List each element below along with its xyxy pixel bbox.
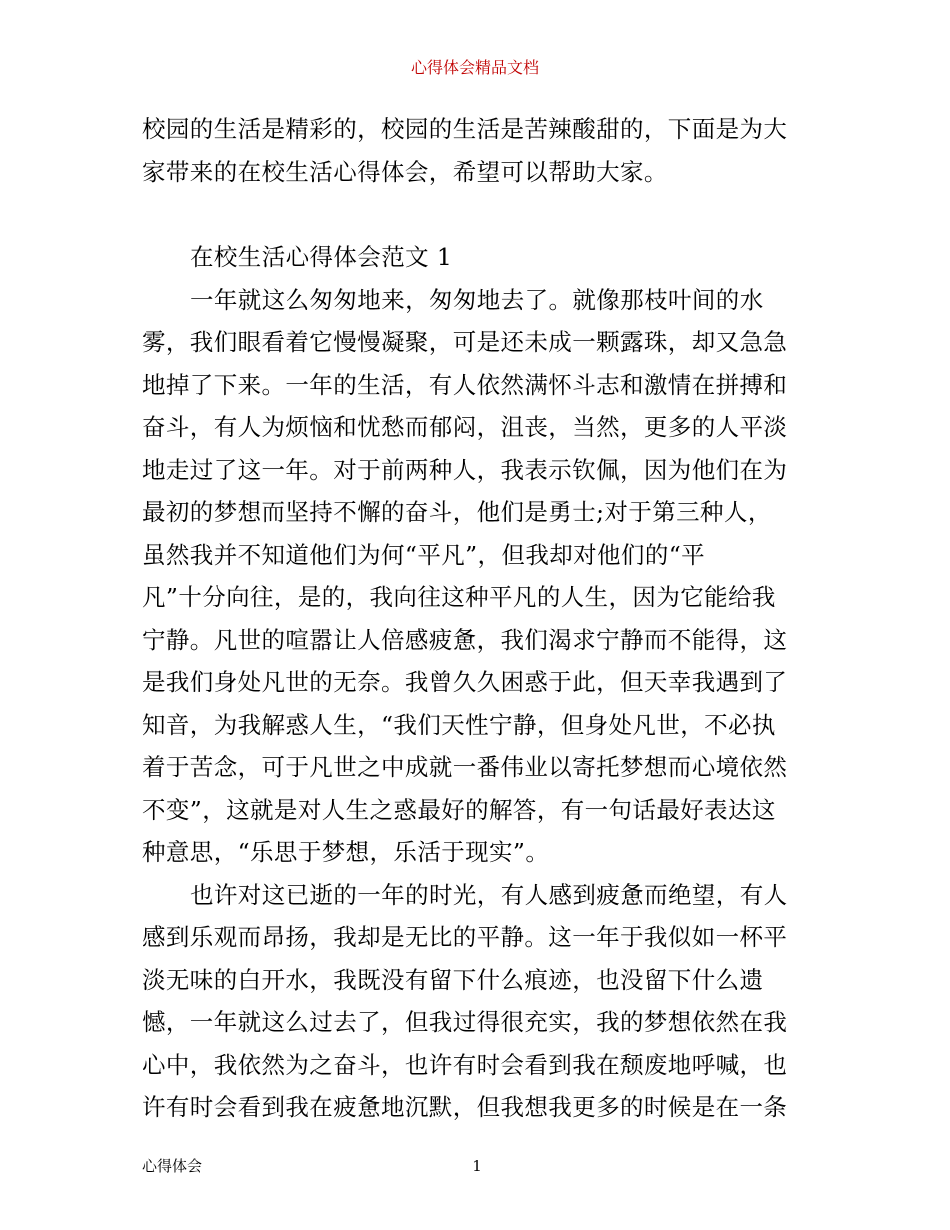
paragraph1-line: 雾，我们眼看着它慢慢凝聚，可是还未成一颗露珠，却又急急 [142,328,788,356]
intro-line: 校园的生活是精彩的，校园的生活是苦辣酸甜的，下面是为大 [142,115,788,143]
paragraph1-line: 最初的梦想而坚持不懈的奋斗，他们是勇士;对于第三种人， [142,498,772,526]
paragraph2-line: 也许对这已逝的一年的时光，有人感到疲惫而绝望，有人 [190,880,788,909]
page-number: 1 [472,1157,482,1175]
paragraph1-line: 种意思，“乐思于梦想，乐活于现实”。 [142,838,550,866]
paragraph1-line: 不变”，这就是对人生之惑最好的解答，有一句话最好表达这 [142,795,776,824]
paragraph2-line: 心中，我依然为之奋斗，也许有时会看到我在颓废地呼喊，也 [142,1050,788,1079]
intro-line: 家带来的在校生活心得体会，希望可以帮助大家。 [142,157,668,186]
footer-label: 心得体会 [142,1157,203,1175]
paragraph2-line: 许有时会看到我在疲惫地沉默，但我想我更多的时候是在一条 [142,1093,788,1121]
paragraph1-line: 是我们身处凡世的无奈。我曾久久困惑于此，但天幸我遇到了 [142,668,788,696]
paragraph1-line: 地走过了这一年。对于前两种人，我表示钦佩，因为他们在为 [142,455,788,484]
section-spacer [142,193,814,236]
document-body [142,108,814,1129]
paragraph1-line: 虽然我并不知道他们为何“平凡”，但我却对他们的“平 [142,540,706,569]
paragraph1-line: 着于苦念，可于凡世之中成就一番伟业以寄托梦想而心境依然 [142,753,788,781]
document-header-title: 心得体会精品文档 [410,58,539,77]
paragraph1-line: 知音，为我解惑人生，“我们天性宁静，但身处凡世，不必执 [142,710,776,739]
paragraph1-line: 地掉了下来。一年的生活，有人依然满怀斗志和激情在拼搏和 [142,370,788,399]
paragraph1-line: 奋斗，有人为烦恼和忧愁而郁闷，沮丧，当然，更多的人平淡 [142,413,788,441]
paragraph1-line: 宁静。凡世的喧嚣让人倍感疲惫，我们渴求宁静而不能得，这 [142,625,788,654]
paragraph2-line: 淡无味的白开水，我既没有留下什么痕迹，也没留下什么遗 [142,965,764,994]
section-title: 在校生活心得体会范文 1 [190,243,453,271]
paragraph1-line: 凡”十分向往，是的，我向往这种平凡的人生，因为它能给我 [142,583,776,611]
paragraph1-line: 一年就这么匆匆地来，匆匆地去了。就像那枝叶间的水 [190,285,764,314]
paragraph2-line: 感到乐观而昂扬，我却是无比的平静。这一年于我似如一杯平 [142,923,788,951]
paragraph2-line: 憾，一年就这么过去了，但我过得很充实，我的梦想依然在我 [142,1008,788,1036]
